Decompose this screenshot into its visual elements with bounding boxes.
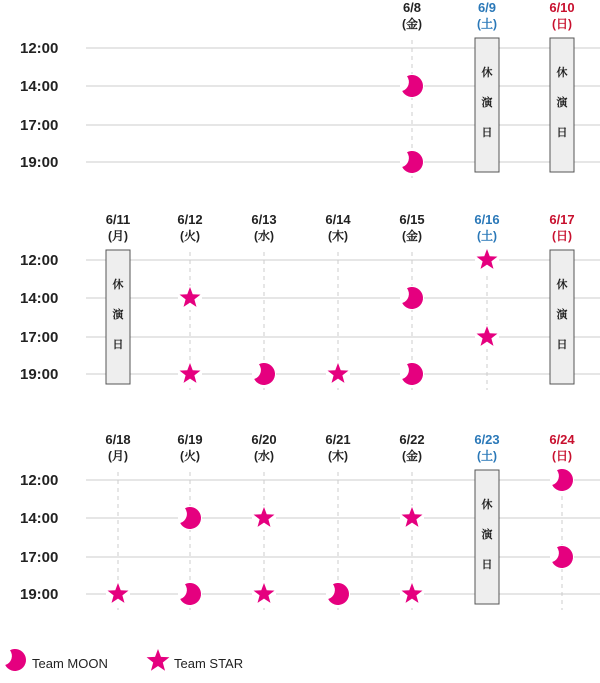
day-of-week: (水) <box>254 229 274 243</box>
day-column <box>549 212 574 384</box>
day-of-week: (木) <box>328 449 348 463</box>
star-icon <box>147 649 170 671</box>
legend <box>5 649 243 671</box>
day-date: 6/20 <box>251 432 277 447</box>
time-label: 14:00 <box>20 290 59 307</box>
day-of-week: (日) <box>552 17 572 31</box>
day-column <box>399 212 424 390</box>
time-label: 12:00 <box>20 472 59 489</box>
day-date: 6/9 <box>477 0 497 15</box>
time-label: 17:00 <box>20 549 59 566</box>
rest-day-label: 日 <box>112 339 124 351</box>
day-date: 6/14 <box>325 212 351 227</box>
rest-day-label: 演 <box>481 97 493 109</box>
rest-day-label: 休 <box>481 67 493 79</box>
time-label: 14:00 <box>20 510 59 527</box>
day-of-week: (水) <box>254 449 274 463</box>
time-label: 19:00 <box>20 586 59 603</box>
week-block <box>20 212 600 390</box>
rest-day-label: 日 <box>481 127 493 139</box>
day-date: 6/15 <box>399 212 425 227</box>
rest-day-label: 演 <box>556 97 568 109</box>
day-column <box>474 212 499 390</box>
legend-moon-label: Team MOON <box>32 656 108 671</box>
day-date: 6/18 <box>105 432 131 447</box>
rest-day-label: 休 <box>112 279 124 291</box>
rest-day-label: 休 <box>556 67 568 79</box>
week-block <box>20 0 600 178</box>
day-date: 6/12 <box>177 212 203 227</box>
day-of-week: (土) <box>477 17 497 31</box>
rest-day-label: 演 <box>556 309 568 321</box>
time-label: 19:00 <box>20 366 59 383</box>
rest-day-label: 日 <box>556 339 568 351</box>
weeks <box>20 0 600 610</box>
rest-day-label: 演 <box>112 309 124 321</box>
day-column <box>106 212 131 384</box>
time-label: 14:00 <box>20 78 59 95</box>
rest-day-label: 演 <box>481 529 493 541</box>
legend-moon <box>5 649 108 671</box>
day-column <box>251 212 276 390</box>
day-column <box>474 432 499 604</box>
day-column <box>549 432 575 610</box>
day-of-week: (月) <box>108 449 128 463</box>
day-of-week: (金) <box>402 449 422 463</box>
day-column <box>475 0 499 172</box>
day-column <box>105 432 130 610</box>
day-date: 6/19 <box>177 432 203 447</box>
day-date: 6/13 <box>251 212 277 227</box>
legend-star-label: Team STAR <box>174 656 244 671</box>
rest-day-label: 休 <box>556 279 568 291</box>
day-date: 6/10 <box>549 0 575 15</box>
day-date: 6/8 <box>402 0 422 15</box>
time-label: 12:00 <box>20 40 59 57</box>
day-of-week: (金) <box>402 17 422 31</box>
day-date: 6/22 <box>399 432 425 447</box>
day-of-week: (金) <box>402 229 422 243</box>
day-of-week: (火) <box>180 229 200 243</box>
rest-day-label: 休 <box>481 499 493 511</box>
day-column <box>400 0 424 178</box>
day-column <box>251 432 276 610</box>
crescent-moon-icon <box>5 649 26 671</box>
day-of-week: (日) <box>552 449 572 463</box>
day-date: 6/17 <box>549 212 575 227</box>
time-label: 17:00 <box>20 329 59 346</box>
day-of-week: (月) <box>108 229 128 243</box>
day-date: 6/11 <box>105 212 131 227</box>
day-column <box>325 212 351 390</box>
time-label: 12:00 <box>20 252 59 269</box>
legend-star <box>147 649 244 671</box>
day-date: 6/16 <box>474 212 500 227</box>
day-of-week: (木) <box>328 229 348 243</box>
time-label: 19:00 <box>20 154 59 171</box>
rest-day-label: 日 <box>556 127 568 139</box>
day-of-week: (土) <box>477 449 497 463</box>
time-label: 17:00 <box>20 117 59 134</box>
day-of-week: (火) <box>180 449 200 463</box>
day-column <box>177 432 202 610</box>
day-column <box>325 432 350 610</box>
day-column <box>549 0 574 172</box>
rest-day-label: 日 <box>481 559 493 571</box>
day-date: 6/23 <box>474 432 500 447</box>
day-of-week: (土) <box>477 229 497 243</box>
day-date: 6/21 <box>325 432 351 447</box>
day-of-week: (日) <box>552 229 572 243</box>
week-block <box>20 432 600 610</box>
day-date: 6/24 <box>549 432 575 447</box>
day-column <box>177 212 202 390</box>
day-column <box>399 432 424 610</box>
